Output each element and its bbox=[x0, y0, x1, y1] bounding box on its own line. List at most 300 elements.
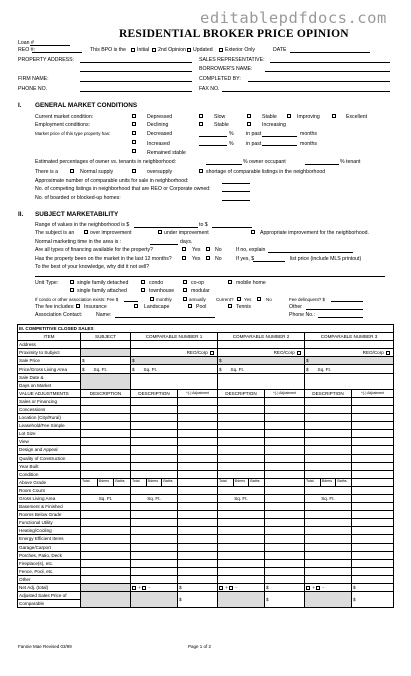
excellent-label: Excellent bbox=[346, 114, 368, 120]
assoc-fee-field[interactable] bbox=[124, 301, 138, 302]
comp1-room-adj-cell[interactable] bbox=[178, 478, 218, 486]
comp1-adjustment-cell[interactable] bbox=[178, 551, 218, 559]
subject-cell[interactable] bbox=[81, 551, 131, 559]
plus-checkbox[interactable] bbox=[219, 586, 223, 590]
current-yes-checkbox[interactable] bbox=[237, 297, 241, 301]
comp2-description-cell[interactable] bbox=[218, 470, 265, 478]
date-field[interactable] bbox=[290, 52, 370, 53]
comp1-room-count-cell[interactable] bbox=[131, 478, 178, 486]
borrower-field[interactable] bbox=[265, 71, 390, 72]
bdrms-label: Bdrms bbox=[321, 479, 337, 486]
comp3-adjustment-cell[interactable] bbox=[352, 551, 394, 559]
comp2-sale-price-cell[interactable] bbox=[218, 357, 305, 365]
comp3-description-cell[interactable] bbox=[305, 559, 352, 567]
subject-cell[interactable] bbox=[81, 422, 131, 430]
comp1-description-cell[interactable] bbox=[131, 543, 178, 551]
increasing-checkbox[interactable] bbox=[247, 122, 251, 126]
comp3-adjustment-cell[interactable] bbox=[352, 446, 394, 454]
row-label: Sales or Financing bbox=[18, 397, 81, 405]
comp3-adjustment-cell[interactable] bbox=[352, 405, 394, 413]
comp3-description-cell[interactable] bbox=[305, 543, 352, 551]
subject-address-cell[interactable] bbox=[81, 341, 131, 349]
comp1-description-cell[interactable] bbox=[131, 567, 178, 575]
pool-checkbox[interactable] bbox=[188, 304, 192, 308]
comp2-gla-cell[interactable] bbox=[218, 494, 265, 502]
excellent-checkbox[interactable] bbox=[332, 114, 336, 118]
comp1-description-cell[interactable] bbox=[131, 535, 178, 543]
updated-label: Updated bbox=[193, 47, 213, 53]
comp3-description-cell[interactable] bbox=[305, 503, 352, 511]
stable-checkbox[interactable] bbox=[247, 114, 251, 118]
subject-cell[interactable] bbox=[81, 446, 131, 454]
list-price-field[interactable] bbox=[253, 261, 285, 262]
comp1-adjusted-value[interactable] bbox=[178, 592, 218, 608]
comp3-adjustment-cell[interactable] bbox=[352, 422, 394, 430]
comp2-description-cell[interactable] bbox=[218, 462, 265, 470]
comp1-description-cell[interactable] bbox=[131, 559, 178, 567]
comp3-adjustment-cell[interactable] bbox=[352, 527, 394, 535]
listed-no-checkbox[interactable] bbox=[206, 256, 210, 260]
comp3-adjustment-cell[interactable] bbox=[352, 567, 394, 575]
comp3-description-cell[interactable] bbox=[305, 422, 352, 430]
modular-checkbox[interactable] bbox=[183, 288, 187, 292]
comp2-description-cell[interactable] bbox=[218, 438, 265, 446]
declining-checkbox[interactable] bbox=[132, 122, 136, 126]
comp3-adjustment-cell[interactable] bbox=[352, 430, 394, 438]
financing-no-checkbox[interactable] bbox=[206, 247, 210, 251]
comp1-sale-price-cell[interactable] bbox=[131, 357, 218, 365]
comp3-description-cell[interactable] bbox=[305, 446, 352, 454]
minus-checkbox[interactable] bbox=[229, 586, 233, 590]
comp3-description-cell[interactable] bbox=[305, 535, 352, 543]
updated-checkbox[interactable] bbox=[187, 48, 191, 52]
comp3-description-cell[interactable] bbox=[305, 519, 352, 527]
comp1-description-cell[interactable] bbox=[131, 422, 178, 430]
subject-cell[interactable] bbox=[81, 462, 131, 470]
comp2-adjustment-cell[interactable] bbox=[265, 535, 305, 543]
address-line2[interactable] bbox=[80, 71, 192, 72]
firm-name-label: FIRM NAME: bbox=[18, 76, 49, 82]
comp3-adjustment-cell[interactable] bbox=[352, 559, 394, 567]
row-label: Condition bbox=[18, 470, 81, 478]
assoc-name-field[interactable] bbox=[115, 317, 215, 318]
comp2-description-cell[interactable] bbox=[218, 446, 265, 454]
increased-pct-field[interactable] bbox=[199, 145, 227, 146]
comp2-sale-date-cell[interactable] bbox=[218, 373, 305, 389]
firm-name-field[interactable] bbox=[80, 81, 192, 82]
comp1-adjustment-cell[interactable] bbox=[178, 405, 218, 413]
decreased-checkbox[interactable] bbox=[132, 131, 136, 135]
comp3-reo-cell[interactable] bbox=[305, 349, 394, 357]
comp3-adjustment-cell[interactable] bbox=[352, 511, 394, 519]
boarded-field[interactable] bbox=[222, 200, 250, 201]
comp3-room-count-cell[interactable] bbox=[305, 478, 352, 486]
table-row bbox=[18, 438, 394, 446]
phone-field[interactable] bbox=[80, 91, 192, 92]
decreased-pct-field[interactable] bbox=[199, 136, 227, 137]
comp1-description-cell[interactable] bbox=[131, 430, 178, 438]
subject-cell[interactable] bbox=[81, 567, 131, 575]
comp3-sale-price-cell[interactable] bbox=[305, 357, 394, 365]
comp2-description-cell[interactable] bbox=[218, 397, 265, 405]
appropriate-checkbox[interactable] bbox=[251, 230, 255, 234]
comp2-adjustment-cell[interactable] bbox=[265, 470, 305, 478]
comp1-adjustment-cell[interactable] bbox=[178, 519, 218, 527]
plus-checkbox[interactable] bbox=[132, 586, 136, 590]
comp2-description-cell[interactable] bbox=[218, 567, 265, 575]
comp1-adjustment-cell[interactable] bbox=[178, 559, 218, 567]
decreased-months-field[interactable] bbox=[262, 136, 297, 137]
sfa-checkbox[interactable] bbox=[70, 288, 74, 292]
comp2-adjustment-cell[interactable] bbox=[265, 519, 305, 527]
employment-stable-checkbox[interactable] bbox=[199, 122, 203, 126]
comp1-rc2[interactable] bbox=[131, 486, 178, 494]
comp3-description-cell[interactable] bbox=[305, 405, 352, 413]
comp1-description-cell[interactable] bbox=[131, 454, 178, 462]
sales-rep-field[interactable] bbox=[270, 62, 390, 63]
subject-cell[interactable] bbox=[81, 454, 131, 462]
comp1-description-cell[interactable] bbox=[131, 527, 178, 535]
comp3-adjustment-cell[interactable] bbox=[352, 575, 394, 583]
comp2-gla-adj[interactable] bbox=[265, 494, 305, 502]
comp1-description-header: DESCRIPTION bbox=[131, 389, 178, 397]
comp1-description-cell[interactable] bbox=[131, 519, 178, 527]
depressed-checkbox[interactable] bbox=[132, 114, 136, 118]
reo-field[interactable] bbox=[32, 52, 82, 53]
comp1-adjustment-cell[interactable] bbox=[178, 470, 218, 478]
table-row bbox=[18, 519, 394, 527]
sfd-checkbox[interactable] bbox=[70, 280, 74, 284]
comp2-net-adj-cell[interactable] bbox=[218, 584, 265, 592]
comp2-adjustment-cell[interactable] bbox=[265, 551, 305, 559]
range-low-field[interactable] bbox=[134, 227, 198, 228]
comp3-adjustment-cell[interactable] bbox=[352, 414, 394, 422]
subject-cell[interactable] bbox=[81, 559, 131, 567]
comp3-rc2[interactable] bbox=[305, 486, 352, 494]
comp3-reo-checkbox[interactable] bbox=[386, 351, 390, 355]
fax-field[interactable] bbox=[222, 91, 390, 92]
comp1-net-value[interactable] bbox=[178, 584, 218, 592]
tennis-checkbox[interactable] bbox=[228, 304, 232, 308]
comp2-reo-checkbox[interactable] bbox=[297, 351, 301, 355]
comp2-adjustment-cell[interactable] bbox=[265, 422, 305, 430]
insurance-checkbox[interactable] bbox=[76, 304, 80, 308]
comp3-adjustment-cell[interactable] bbox=[352, 470, 394, 478]
comp2-adjustment-cell[interactable] bbox=[265, 414, 305, 422]
coop-checkbox[interactable] bbox=[183, 280, 187, 284]
oversupply-label: oversupply bbox=[147, 169, 173, 175]
subject-cell[interactable] bbox=[81, 470, 131, 478]
comp2-price-gla-cell[interactable] bbox=[218, 365, 305, 373]
minus-label: - bbox=[235, 585, 237, 591]
comp3-description-cell[interactable] bbox=[305, 438, 352, 446]
comp3-description-cell[interactable] bbox=[305, 575, 352, 583]
subject-cell[interactable] bbox=[81, 527, 131, 535]
comp3-description-cell[interactable] bbox=[305, 454, 352, 462]
oversupply-checkbox[interactable] bbox=[132, 169, 136, 173]
comp3-description-cell[interactable] bbox=[305, 527, 352, 535]
comp2-description-cell[interactable] bbox=[218, 559, 265, 567]
annually-checkbox[interactable] bbox=[183, 297, 187, 301]
comp2-adjustment-cell[interactable] bbox=[265, 405, 305, 413]
comp3-description-cell[interactable] bbox=[305, 462, 352, 470]
comp2-description-cell[interactable] bbox=[218, 543, 265, 551]
sqft-label: Sq. Ft. bbox=[230, 366, 245, 372]
comp1-adjustment-cell[interactable] bbox=[178, 511, 218, 519]
comp2-adjustment-cell[interactable] bbox=[265, 567, 305, 575]
comp3-room-adj-cell[interactable] bbox=[352, 478, 394, 486]
comp3-gla-cell[interactable] bbox=[305, 494, 352, 502]
current-no-checkbox[interactable] bbox=[257, 297, 261, 301]
comp3-adjustment-cell[interactable] bbox=[352, 503, 394, 511]
comp2-adjustment-cell[interactable] bbox=[265, 503, 305, 511]
comp3-description-cell[interactable] bbox=[305, 567, 352, 575]
comp1-description-cell[interactable] bbox=[131, 438, 178, 446]
plus-checkbox[interactable] bbox=[306, 586, 310, 590]
comp3-adjustment-cell[interactable] bbox=[352, 397, 394, 405]
minus-checkbox[interactable] bbox=[316, 586, 320, 590]
comp1-sale-date-cell[interactable] bbox=[131, 373, 218, 389]
subject-price-gla-cell[interactable] bbox=[81, 365, 131, 373]
comp2-adjustment-cell[interactable] bbox=[265, 511, 305, 519]
row-label: Garage/Carport bbox=[18, 543, 81, 551]
monthly-checkbox[interactable] bbox=[150, 297, 154, 301]
comp3-price-gla-cell[interactable] bbox=[305, 365, 394, 373]
comp1-adjustment-cell[interactable] bbox=[178, 446, 218, 454]
minus-checkbox[interactable] bbox=[142, 586, 146, 590]
comp2-rc2[interactable] bbox=[218, 486, 265, 494]
comp3-description-cell[interactable] bbox=[305, 551, 352, 559]
section1-heading: GENERAL MARKET CONDITIONS bbox=[35, 102, 138, 109]
completed-by-field[interactable] bbox=[248, 81, 390, 82]
subject-rc2[interactable] bbox=[81, 486, 131, 494]
if-no-field[interactable] bbox=[268, 252, 353, 253]
comp2-room-adj-cell[interactable] bbox=[265, 478, 305, 486]
comp2-description-cell[interactable] bbox=[218, 511, 265, 519]
comp2-adjustment-cell[interactable] bbox=[265, 462, 305, 470]
townhouse-checkbox[interactable] bbox=[141, 288, 145, 292]
shortage-checkbox[interactable] bbox=[199, 169, 203, 173]
row-label: Energy Efficient Items bbox=[18, 535, 81, 543]
comp1-reo-label: REO/Corp bbox=[186, 350, 208, 356]
normal-supply-checkbox[interactable] bbox=[70, 169, 74, 173]
comp1-adjustment-cell[interactable] bbox=[178, 422, 218, 430]
comp3-description-cell[interactable] bbox=[305, 397, 352, 405]
comp1-description-cell[interactable] bbox=[131, 462, 178, 470]
subject-sale-price-cell[interactable] bbox=[81, 357, 131, 365]
comp1-rc2-adj[interactable] bbox=[178, 486, 218, 494]
comp1-description-cell[interactable] bbox=[131, 414, 178, 422]
marketing-time-field[interactable] bbox=[150, 244, 178, 245]
subject-cell[interactable] bbox=[81, 543, 131, 551]
comp2-reo-label: REO/Corp bbox=[273, 350, 295, 356]
table-row bbox=[18, 535, 394, 543]
increased-months-field[interactable] bbox=[262, 145, 297, 146]
comp3-sale-date-cell[interactable] bbox=[305, 373, 394, 389]
under-improvement-checkbox[interactable] bbox=[158, 230, 162, 234]
range-high-field[interactable] bbox=[212, 227, 252, 228]
comp2-description-cell[interactable] bbox=[218, 454, 265, 462]
subject-cell[interactable] bbox=[81, 430, 131, 438]
phone-label: PHONE NO. bbox=[18, 86, 48, 92]
financing-yes-checkbox[interactable] bbox=[182, 247, 186, 251]
comp2-description-cell[interactable] bbox=[218, 405, 265, 413]
comp1-adjustment-cell[interactable] bbox=[178, 503, 218, 511]
comp2-rc2-adj[interactable] bbox=[265, 486, 305, 494]
fee-delinquent-field[interactable] bbox=[331, 301, 363, 302]
comp2-adjustment-cell[interactable] bbox=[265, 397, 305, 405]
comp2-description-cell[interactable] bbox=[218, 551, 265, 559]
property-address-field[interactable] bbox=[80, 62, 192, 63]
comp2-description-header: DESCRIPTION bbox=[218, 389, 265, 397]
subject-cell[interactable] bbox=[81, 397, 131, 405]
owner-pct-field[interactable] bbox=[206, 164, 242, 165]
subject-cell[interactable] bbox=[81, 575, 131, 583]
comp3-gla-adj[interactable] bbox=[352, 494, 394, 502]
second-opinion-checkbox[interactable] bbox=[152, 48, 156, 52]
initial-checkbox[interactable] bbox=[131, 48, 135, 52]
comp1-net-adj-cell[interactable] bbox=[131, 584, 178, 592]
subject-cell[interactable] bbox=[81, 511, 131, 519]
slow-checkbox[interactable] bbox=[199, 114, 203, 118]
landscape-checkbox[interactable] bbox=[134, 304, 138, 308]
comp3-reo-label: REO/Corp bbox=[362, 350, 384, 356]
increased-checkbox[interactable] bbox=[132, 140, 136, 144]
comp3-rc2-adj[interactable] bbox=[352, 486, 394, 494]
comp2-adjustment-cell[interactable] bbox=[265, 543, 305, 551]
comp2-description-cell[interactable] bbox=[218, 503, 265, 511]
comp1-reo-checkbox[interactable] bbox=[210, 351, 214, 355]
improving-checkbox[interactable] bbox=[287, 114, 291, 118]
table-row bbox=[18, 422, 394, 430]
comp2-description-cell[interactable] bbox=[218, 575, 265, 583]
comp3-description-cell[interactable] bbox=[305, 414, 352, 422]
dollar-sign: $ bbox=[306, 358, 309, 364]
comp1-description-cell[interactable] bbox=[131, 397, 178, 405]
comp3-address-cell[interactable] bbox=[305, 341, 394, 349]
comp2-room-count-cell[interactable] bbox=[218, 478, 265, 486]
subject-cell[interactable] bbox=[81, 519, 131, 527]
comp2-address-cell[interactable] bbox=[218, 341, 305, 349]
exterior-checkbox[interactable] bbox=[219, 48, 223, 52]
comp3-description-cell[interactable] bbox=[305, 470, 352, 478]
comp3-adjustment-cell[interactable] bbox=[352, 438, 394, 446]
condo-checkbox[interactable] bbox=[141, 280, 145, 284]
competing-field[interactable] bbox=[222, 191, 250, 192]
comp1-description-cell[interactable] bbox=[131, 511, 178, 519]
comp2-description-cell[interactable] bbox=[218, 519, 265, 527]
comp3-description-cell[interactable] bbox=[305, 430, 352, 438]
comp1-address-cell[interactable] bbox=[131, 341, 218, 349]
tenant-pct-field[interactable] bbox=[305, 164, 339, 165]
comp2-description-cell[interactable] bbox=[218, 535, 265, 543]
subject-gla-cell[interactable] bbox=[81, 494, 131, 502]
mobile-checkbox[interactable] bbox=[228, 280, 232, 284]
comp1-gla-adj[interactable] bbox=[178, 494, 218, 502]
comp3-net-adj-cell[interactable] bbox=[305, 584, 352, 592]
comp1-header: COMPARABLE NUMBER 1 bbox=[131, 333, 218, 341]
comp2-description-cell[interactable] bbox=[218, 527, 265, 535]
comp1-adjustment-cell[interactable] bbox=[178, 462, 218, 470]
comp2-net-value[interactable] bbox=[265, 584, 305, 592]
best-knowledge-field[interactable] bbox=[35, 276, 385, 277]
comp1-description-cell[interactable] bbox=[131, 470, 178, 478]
comp2-adjusted-value[interactable] bbox=[265, 592, 305, 608]
subject-cell[interactable] bbox=[81, 414, 131, 422]
subject-cell[interactable] bbox=[81, 535, 131, 543]
subject-cell[interactable] bbox=[81, 438, 131, 446]
comp1-adjustment-cell[interactable] bbox=[178, 414, 218, 422]
comp3-description-cell[interactable] bbox=[305, 511, 352, 519]
comp2-adjustment-cell[interactable] bbox=[265, 527, 305, 535]
subject-cell[interactable] bbox=[81, 405, 131, 413]
comp1-description-cell[interactable] bbox=[131, 405, 178, 413]
assoc-fee-label: If condo or other association exists: Fee $ bbox=[35, 297, 119, 302]
comp1-description-cell[interactable] bbox=[131, 575, 178, 583]
comp3-adjustment-cell[interactable] bbox=[352, 519, 394, 527]
comp3-adjustment-cell[interactable] bbox=[352, 454, 394, 462]
comp2-adjustment-cell[interactable] bbox=[265, 446, 305, 454]
dollar-sign: $ bbox=[132, 358, 135, 364]
other-field[interactable] bbox=[306, 309, 363, 310]
sqft-label: Sq. Ft. bbox=[147, 496, 161, 502]
comp2-description-cell[interactable] bbox=[218, 414, 265, 422]
comp1-adjustment-cell[interactable] bbox=[178, 567, 218, 575]
bdrms-label: Bdrms bbox=[234, 479, 250, 486]
approx-field[interactable] bbox=[222, 183, 250, 184]
comp2-adjustment-cell[interactable] bbox=[265, 430, 305, 438]
comp1-description-cell[interactable] bbox=[131, 503, 178, 511]
comp1-adjustment-cell[interactable] bbox=[178, 575, 218, 583]
comp1-adjustment-cell[interactable] bbox=[178, 438, 218, 446]
remained-checkbox[interactable] bbox=[132, 149, 136, 153]
comp1-adjustment-cell[interactable] bbox=[178, 397, 218, 405]
comp2-reo-cell[interactable] bbox=[218, 349, 305, 357]
comp3-adjusted-value[interactable] bbox=[352, 592, 394, 608]
comp1-adjustment-cell[interactable] bbox=[178, 527, 218, 535]
comp1-adjustment-cell[interactable] bbox=[178, 454, 218, 462]
loan-field[interactable] bbox=[30, 45, 70, 46]
estimated-label: Estimated percentages of owner vs. tenants in neighborhood: bbox=[35, 159, 177, 165]
comp3-adjustment-cell[interactable] bbox=[352, 543, 394, 551]
comp2-adjustment-cell[interactable] bbox=[265, 438, 305, 446]
declining-label: Declining bbox=[147, 122, 169, 128]
assoc-phone-field[interactable] bbox=[318, 317, 363, 318]
comp2-adjustment-cell[interactable] bbox=[265, 575, 305, 583]
table-row bbox=[18, 527, 394, 535]
comp1-gla-cell[interactable] bbox=[131, 494, 178, 502]
comp1-adjustment-cell[interactable] bbox=[178, 430, 218, 438]
comp3-adjustment-cell[interactable] bbox=[352, 535, 394, 543]
comp3-adjustment-cell[interactable] bbox=[352, 462, 394, 470]
listed-yes-checkbox[interactable] bbox=[182, 256, 186, 260]
over-improvement-checkbox[interactable] bbox=[84, 230, 88, 234]
comp3-net-value[interactable] bbox=[352, 584, 394, 592]
subject-cell[interactable] bbox=[81, 503, 131, 511]
comp2-description-cell[interactable] bbox=[218, 430, 265, 438]
subject-room-count-cell[interactable] bbox=[81, 478, 131, 486]
comp1-description-cell[interactable] bbox=[131, 551, 178, 559]
comp1-price-gla-cell[interactable] bbox=[131, 365, 218, 373]
comp2-adjustment-cell[interactable] bbox=[265, 454, 305, 462]
comp2-description-cell[interactable] bbox=[218, 422, 265, 430]
shortage-label: shortage of comparable listings in the neighborhood bbox=[206, 169, 326, 175]
comp1-adjustment-cell[interactable] bbox=[178, 543, 218, 551]
comp1-adjustment-cell[interactable] bbox=[178, 535, 218, 543]
comp1-reo-cell[interactable] bbox=[131, 349, 218, 357]
comp1-description-cell[interactable] bbox=[131, 446, 178, 454]
comp2-adjustment-cell[interactable] bbox=[265, 559, 305, 567]
